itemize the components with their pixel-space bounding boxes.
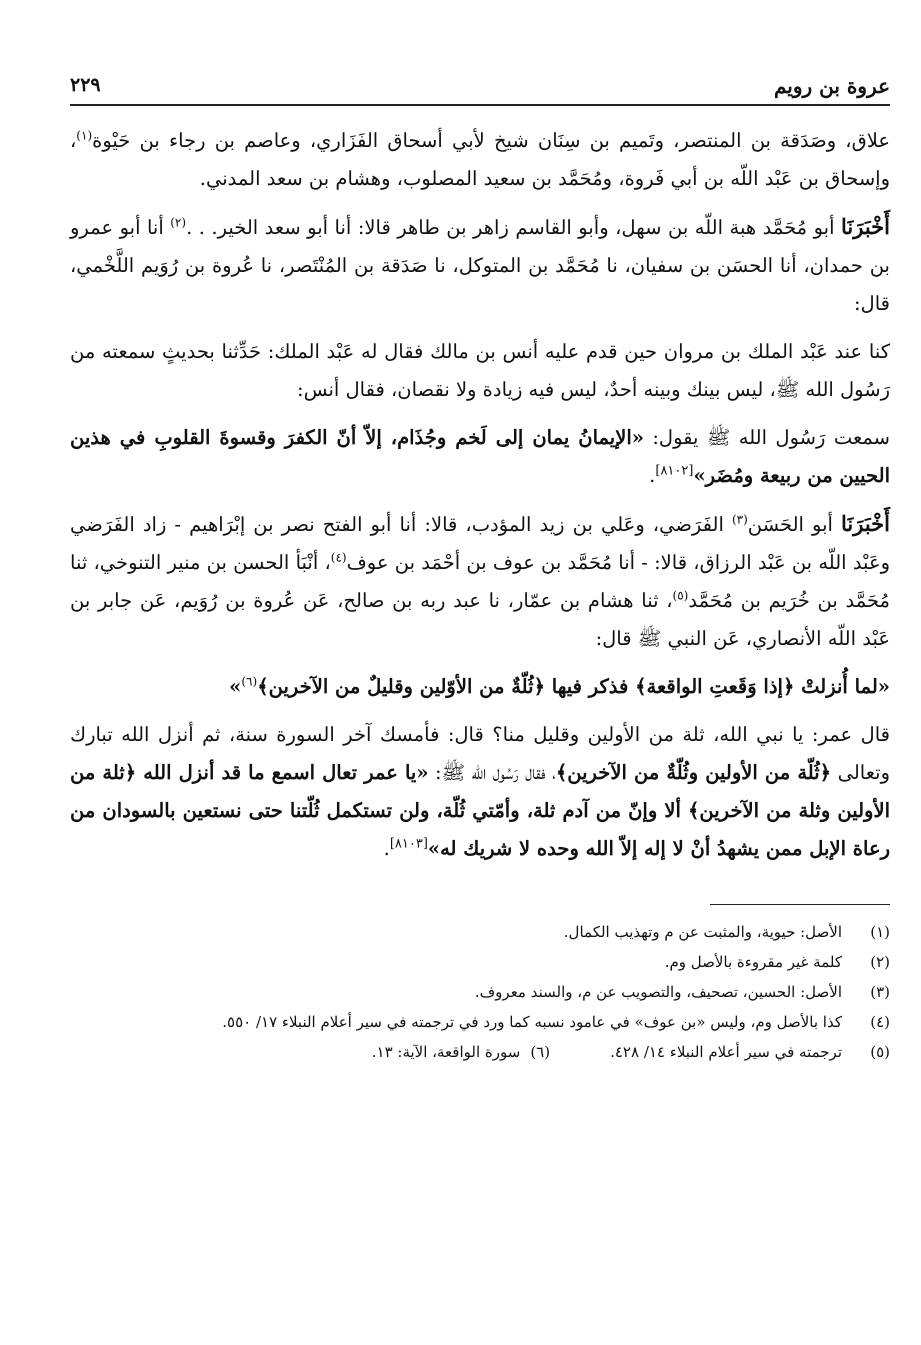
- paragraph-7: [70, 716, 890, 868]
- hadith-text: «لما أُنزلتْ ﴿إذا وَقَعتِ الواقعة﴾ فذكر فيها ﴿ثُلّةٌ من الأوّلين وقليلٌ من الآخرين﴾: [257, 675, 890, 698]
- footnote-ref-6: (٦): [241, 674, 258, 689]
- p6-end: »: [229, 675, 242, 698]
- p7-text-a: قال عمر: يا نبي الله، ثلة من الأولين وقليل منا؟ قال: فأمسك آخر السورة سنة، ثم أنزل الله تبارك وتعالى: [70, 723, 890, 784]
- footnote-text: ترجمته في سير أعلام النبلاء ١٤/ ٤٢٨.: [610, 1043, 842, 1061]
- footnote-text: سورة الواقعة، الآية: ١٣.: [371, 1043, 521, 1061]
- footnote-number: (٤): [870, 1013, 890, 1031]
- paragraph-3: [70, 333, 890, 409]
- p2-text-b: أنا أبو عمرو بن حمدان، أنا الحسَن بن سفيان، نا مُحَمَّد بن المتوكل، نا صَدَقة بن المُنْتَصر، نا عُروة بن رُوَيم اللَّخْمي، قال:: [70, 216, 890, 315]
- p5-text-b: الفَرَضي، وعَلي بن زيد المؤدب، قالا: أنا أبو الفتح نصر بن إبْرَاهيم - زاد الفَرَضي وعَبْد اللّه بن عَبْد الرزاق، قالا: - أنا مُحَمَّد بن عوف بن أحْمَد بن عوف: [70, 513, 890, 574]
- footnote-text: الأصل: الحسين، تصحيف، والتصويب عن م، والسند معروف.: [474, 983, 842, 1001]
- paragraph-6: [70, 668, 890, 706]
- page-header: [70, 70, 890, 106]
- p1-text-b: ، وإسحاق بن عَبْد اللّه بن أبي فَروة، ومُحَمَّد بن سعيد المصلوب، وهشام بن سعد المدني.: [70, 129, 890, 190]
- paragraph-5: [70, 505, 890, 658]
- footnote-ref-2: (٢): [170, 215, 187, 230]
- hadith-text: «يا عمر تعال اسمع ما قد أنزل الله ﴿ثلة من الأولين وثلة من الآخرين﴾ ألا وإنّ من آدم ثلة، وأمّتي ثُلّة، ولن تستكمل ثُلّتنا حتى نستعين بالسودان من رعاة الإبل ممن يشهدُ أنْ لا إله إلاّ الله وحده لا شريك له»: [70, 761, 890, 860]
- footnote-number: (٣): [870, 983, 890, 1001]
- paragraph-2: [70, 208, 890, 323]
- hadith-text: «الإيمانُ يمان إلى لَخم وجُذَام، إلاّ أنّ الكفرَ وقسوةَ القلوبِ في هذين الحيين من ربيعة ومُضَر»: [70, 426, 890, 487]
- p4-intro: سمعت رَسُول الله ﷺ يقول:: [643, 426, 890, 449]
- footnote-3: [70, 977, 890, 1007]
- footnote-2: [70, 947, 890, 977]
- footnote-text: الأصل: حيوية، والمثبت عن م وتهذيب الكمال.: [563, 923, 842, 941]
- footnote-ref-1: (١): [76, 128, 93, 143]
- footnote-text: كذا بالأصل وم، وليس «بن عوف» في عامود نسبه كما ورد في ترجمته في سير أعلام النبلاء ١٧/ ٥٥٠.: [222, 1013, 842, 1031]
- document-page: [70, 70, 890, 1067]
- akhbarana-keyword: أَخْبَرَنَا: [841, 214, 890, 239]
- footnote-ref-3: (٣): [731, 512, 748, 527]
- p5-text-c: ، أنْبَأ الحسن بن منير التنوخي، ثنا مُحَمَّد بن خُرَيم بن مُحَمَّد: [70, 551, 891, 612]
- p2-text-a: أبو مُحَمَّد هبة اللّه بن سهل، وأبو القاسم زاهر بن طاهر قالا: أنا أبو سعد الخير. . .: [186, 216, 842, 239]
- akhbarana-keyword: أَخْبَرَنَا: [841, 511, 890, 536]
- p1-text-a: علاق، وصَدَقة بن المنتصر، وتَميم بن سِنَان شيخ لأبي أسحاق الفَزَاري، وعاصم بن رجاء بن حَيْوة: [92, 129, 890, 152]
- footnote-4: [70, 1007, 890, 1037]
- footnote-separator: [710, 904, 890, 905]
- footnote-number: (٢): [870, 953, 890, 971]
- p7-text-b: ، فقال رَسُول الله ﷺ:: [428, 761, 556, 784]
- paragraph-1: [70, 122, 890, 198]
- hadith-number: [٨١٠٢]: [655, 463, 694, 479]
- page-number: ٢٢٩: [70, 74, 101, 96]
- p5-text-a: أبو الحَسَن: [747, 513, 842, 536]
- footnote-number: (٦): [530, 1043, 551, 1061]
- footnote-text: كلمة غير مقروءة بالأصل وم.: [664, 953, 842, 971]
- p5-text-d: ، ثنا هشام بن عمّار، نا عبد ربه بن صالح، عَن عُروة بن رُوَيم، عَن جابر بن عَبْد اللّه الأنصاري، عَن النبي ﷺ قال:: [70, 589, 890, 650]
- footnote-ref-5: (٥): [672, 588, 689, 603]
- p4-end: .: [649, 464, 656, 487]
- footnotes: [70, 917, 890, 1067]
- paragraph-4: [70, 419, 890, 495]
- main-text: [70, 122, 890, 868]
- quran-verse: ﴿ثُلّة من الأولين وثُلّةٌ من الآخرين﴾: [555, 761, 832, 784]
- p3-text: كنا عند عَبْد الملك بن مروان حين قدم عليه أنس بن مالك فقال له عَبْد الملك: حَدِّثنا بحديثٍ سمعته من رَسُول الله ﷺ، ليس بينك وبينه أحدٌ، ليس فيه زيادة ولا نقصان، فقال أنس:: [70, 340, 890, 401]
- running-title: عروة بن رويم: [773, 74, 890, 98]
- footnote-5-6: [70, 1037, 890, 1067]
- footnote-ref-4: (٤): [330, 550, 347, 565]
- footnote-1: [70, 917, 890, 947]
- footnote-number: (١): [870, 923, 890, 941]
- hadith-number: [٨١٠٣]: [389, 836, 428, 852]
- p7-end: .: [383, 837, 390, 860]
- footnote-number: (٥): [870, 1043, 890, 1061]
